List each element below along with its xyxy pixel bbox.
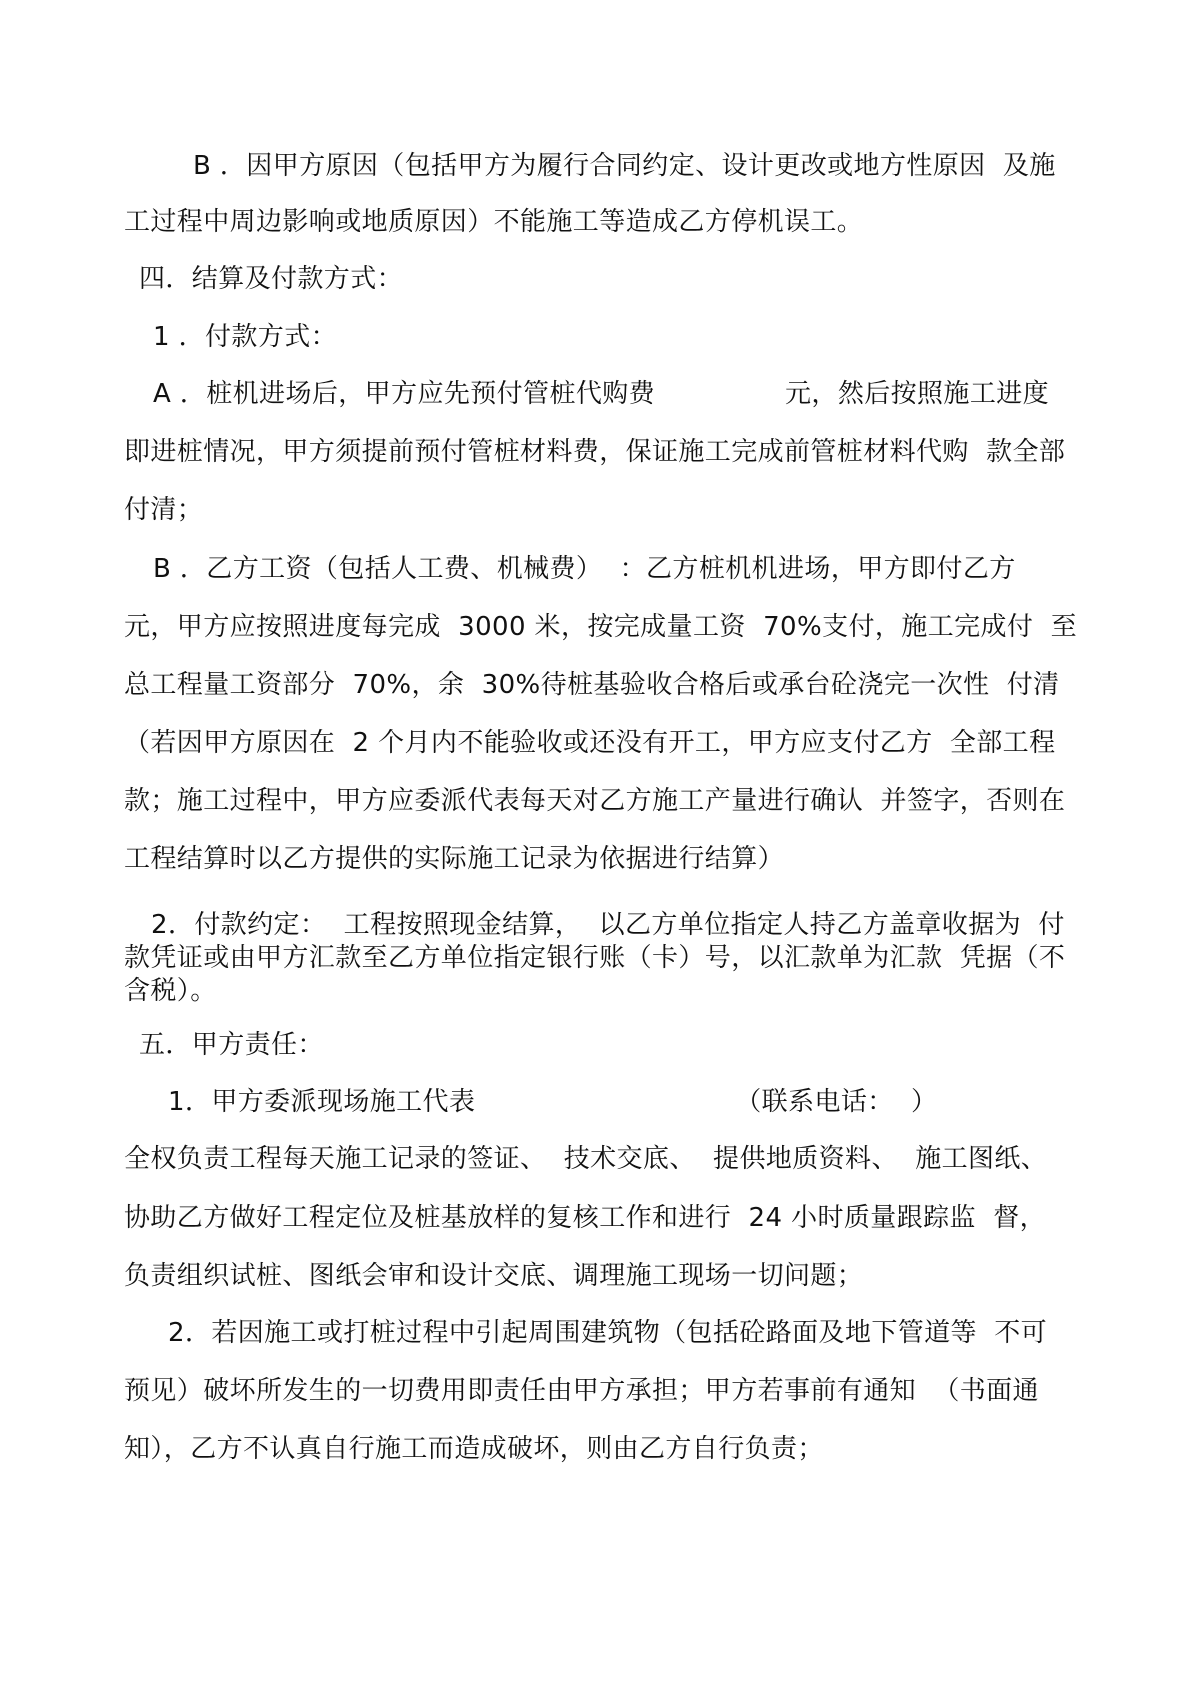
duty-2-line-2: 预见）破坏所发生的一切费用即责任由甲方承担；甲方若事前有通知 （书面通 (124, 1376, 1039, 1406)
clause-b-line-1: B ．因甲方原因（包括甲方为履行合同约定、设计更改或地方性原因 及施 (193, 151, 1056, 181)
wage-clause-line-5: 款；施工过程中，甲方应委派代表每天对乙方施工产量进行确认 并签字，否则在 (124, 786, 1066, 816)
duty-2-line-3: 知），乙方不认真自行施工而造成破坏，则由乙方自行负责； (124, 1434, 824, 1464)
clause-a-line-3: 付清； (124, 495, 204, 525)
payment-agreement-line-2: 款凭证或由甲方汇款至乙方单位指定银行账（卡）号，以汇款单为汇款 凭据（不 (124, 943, 1066, 973)
payment-agreement-line-1: 2．付款约定： 工程按照现金结算， 以乙方单位指定人持乙方盖章收据为 付 (151, 910, 1065, 940)
duty-1-line-3: 协助乙方做好工程定位及桩基放样的复核工作和进行 24 小时质量跟踪监 督， (124, 1203, 1047, 1233)
wage-clause-line-1: B ．乙方工资（包括人工费、机械费） ：乙方桩机机进场，甲方即付乙方 (153, 554, 1016, 584)
wage-clause-line-4: （若因甲方原因在 2 个月内不能验收或还没有开工，甲方应支付乙方 全部工程 (124, 728, 1056, 758)
clause-a-line-2: 即进桩情况，甲方须提前预付管桩材料费，保证施工完成前管桩材料代购 款全部 (124, 437, 1066, 467)
section-5-heading: 五．甲方责任： (139, 1030, 324, 1060)
wage-clause-line-2: 元，甲方应按照进度每完成 3000 米，按完成量工资 70%支付，施工完成付 至 (124, 612, 1078, 642)
wage-clause-line-3: 总工程量工资部分 70%，余 30%待桩基验收合格后或承台砼浇完一次性 付清 (124, 670, 1060, 700)
section-4-heading: 四．结算及付款方式： (139, 264, 404, 294)
wage-clause-line-6: 工程结算时以乙方提供的实际施工记录为依据进行结算） (124, 844, 785, 874)
duty-1-line-4: 负责组织试桩、图纸会审和设计交底、调理施工现场一切问题； (124, 1261, 864, 1291)
clause-a-line-1: A ．桩机进场后，甲方应先预付管桩代购费 元，然后按照施工进度 (153, 379, 1050, 409)
payment-agreement-line-3: 含税）。 (124, 976, 217, 1006)
clause-b-line-2: 工过程中周边影响或地质原因）不能施工等造成乙方停机误工。 (124, 207, 864, 237)
duty-2-line-1: 2．若因施工或打桩过程中引起周围建筑物（包括砼路面及地下管道等 不可 (168, 1318, 1048, 1348)
duty-1-line-1: 1．甲方委派现场施工代表 （联系电话： ） (168, 1087, 938, 1117)
duty-1-line-2: 全权负责工程每天施工记录的签证、 技术交底、 提供地质资料、 施工图纸、 (124, 1144, 1048, 1174)
payment-method-heading: 1 ．付款方式： (153, 322, 338, 352)
